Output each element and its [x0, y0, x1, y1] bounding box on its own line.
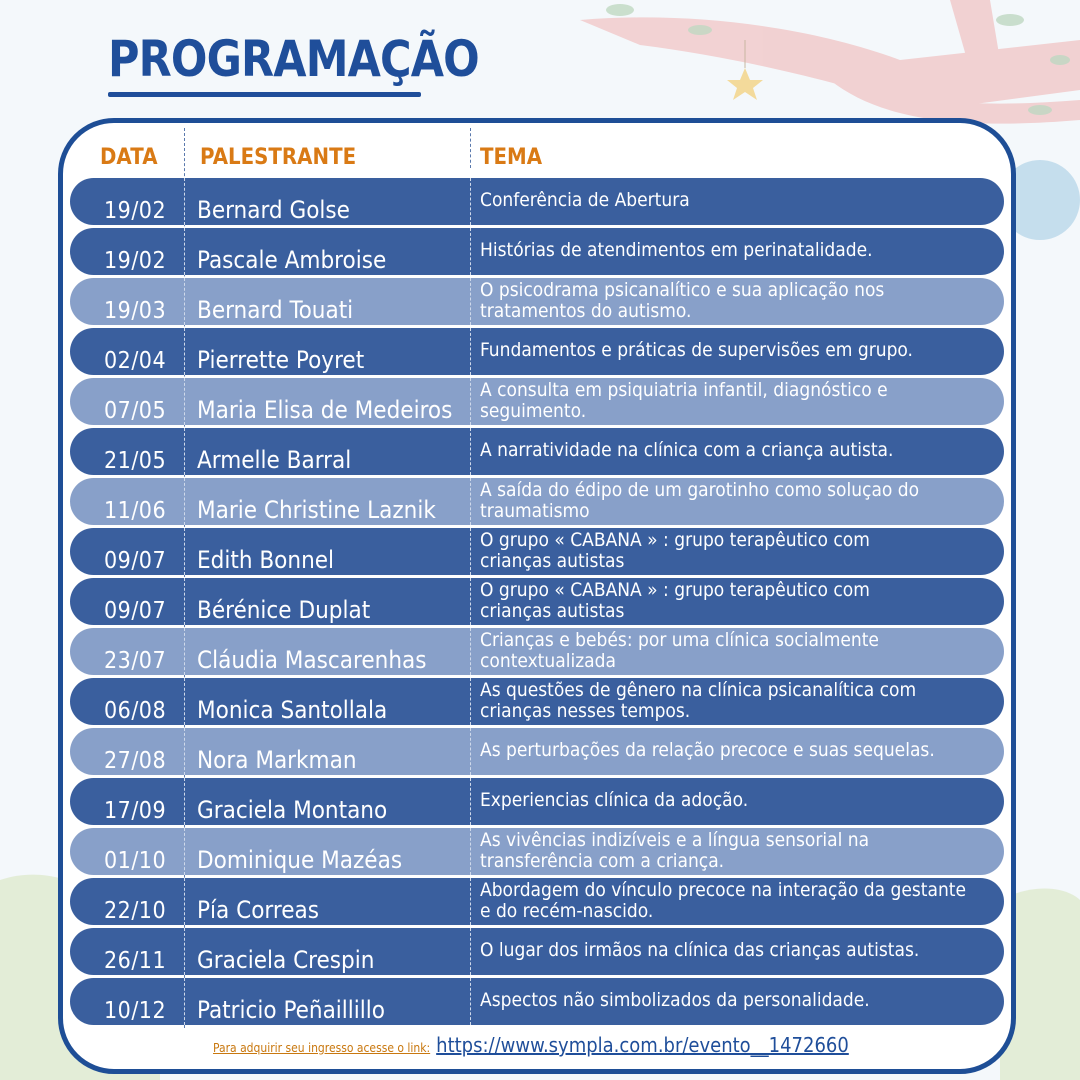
table-row	[70, 978, 1004, 1025]
row-theme-line: seguimento.	[480, 400, 587, 422]
row-divider	[470, 578, 471, 625]
row-divider	[470, 778, 471, 825]
row-speaker: Pascale Ambroise	[197, 246, 387, 274]
row-theme-line: crianças autistas	[480, 550, 625, 572]
row-speaker: Graciela Crespin	[197, 946, 375, 974]
row-theme-line: traumatismo	[480, 500, 590, 522]
row-divider	[184, 978, 185, 1025]
row-divider	[470, 228, 471, 275]
row-date: 19/02	[104, 248, 167, 274]
row-theme-line: Crianças e bebés: por uma clínica socialmente	[480, 629, 879, 651]
row-speaker: Nora Markman	[197, 746, 357, 774]
row-divider	[470, 978, 471, 1025]
row-date: 19/03	[104, 298, 167, 324]
row-divider	[184, 178, 185, 225]
row-divider	[470, 478, 471, 525]
ticket-link[interactable]: https://www.sympla.com.br/evento__1472660	[436, 1033, 849, 1057]
row-theme-line: A saída do édipo de um garotinho como soluçao do	[480, 479, 920, 501]
row-divider	[184, 278, 185, 325]
row-theme-line: Abordagem do vínculo precoce na interação da gestante	[480, 879, 967, 901]
table-row	[70, 728, 1004, 775]
table-row	[70, 628, 1004, 675]
row-divider	[470, 728, 471, 775]
row-theme-line: O grupo « CABANA » : grupo terapêutico com	[480, 579, 870, 601]
row-speaker: Bernard Golse	[197, 196, 350, 224]
table-row	[70, 228, 1004, 275]
table-row	[70, 778, 1004, 825]
row-theme-line: Conferência de Abertura	[480, 189, 690, 211]
row-divider	[184, 928, 185, 975]
row-speaker: Monica Santollala	[197, 696, 388, 724]
row-divider	[470, 278, 471, 325]
row-date: 26/11	[104, 948, 167, 974]
row-speaker: Pierrette Poyret	[197, 346, 365, 374]
row-theme-line: As vivências indizíveis e a língua sensorial na	[480, 829, 870, 851]
row-divider	[470, 378, 471, 425]
row-divider	[184, 428, 185, 475]
row-divider	[184, 378, 185, 425]
row-divider	[470, 628, 471, 675]
row-theme-line: O lugar dos irmãos na clínica das crianças autistas.	[480, 939, 920, 961]
column-header-date: DATA	[100, 145, 158, 170]
table-row	[70, 878, 1004, 925]
table-row	[70, 378, 1004, 425]
row-date: 22/10	[104, 898, 167, 924]
column-divider	[470, 128, 471, 168]
row-theme-line: crianças autistas	[480, 600, 625, 622]
row-date: 27/08	[104, 748, 167, 774]
star-icon	[727, 68, 763, 100]
row-date: 01/10	[104, 848, 167, 874]
table-row	[70, 328, 1004, 375]
row-theme-line: A narratividade na clínica com a criança autista.	[480, 439, 894, 461]
row-divider	[184, 478, 185, 525]
row-date: 02/04	[104, 348, 167, 374]
row-divider	[470, 678, 471, 725]
row-theme-line: Histórias de atendimentos em perinatalidade.	[480, 239, 873, 261]
row-theme-line: contextualizada	[480, 650, 616, 672]
column-header-theme: TEMA	[480, 145, 543, 170]
row-speaker: Maria Elisa de Medeiros	[197, 396, 453, 424]
row-divider	[184, 678, 185, 725]
row-theme-line: crianças nesses tempos.	[480, 700, 691, 722]
row-speaker: Dominique Mazéas	[197, 846, 403, 874]
row-divider	[184, 528, 185, 575]
row-speaker: Bernard Touati	[197, 296, 354, 324]
table-row	[70, 278, 1004, 325]
row-date: 10/12	[104, 998, 167, 1024]
row-divider	[470, 828, 471, 875]
row-divider	[184, 228, 185, 275]
row-divider	[470, 178, 471, 225]
row-theme-line: O psicodrama psicanalítico e sua aplicação nos	[480, 279, 885, 301]
row-theme-line: As perturbações da relação precoce e suas sequelas.	[480, 739, 935, 761]
row-speaker: Graciela Montano	[197, 796, 388, 824]
footer-label: Para adquirir seu ingresso acesse o link:	[213, 1041, 431, 1055]
row-theme-line: Fundamentos e práticas de supervisões em grupo.	[480, 339, 913, 361]
row-divider	[470, 428, 471, 475]
row-divider	[184, 578, 185, 625]
row-speaker: Edith Bonnel	[197, 546, 335, 574]
row-theme-line: As questões de gênero na clínica psicanalítica com	[480, 679, 917, 701]
row-speaker: Patricio Peñaillillo	[197, 996, 386, 1024]
row-date: 11/06	[104, 498, 167, 524]
row-date: 17/09	[104, 798, 167, 824]
table-row	[70, 928, 1004, 975]
table-row	[70, 428, 1004, 475]
row-date: 19/02	[104, 198, 167, 224]
row-divider	[184, 828, 185, 875]
row-speaker: Cláudia Mascarenhas	[197, 646, 427, 674]
row-divider	[184, 328, 185, 375]
row-speaker: Armelle Barral	[197, 446, 352, 474]
footer	[213, 1033, 849, 1063]
table-row	[70, 528, 1004, 575]
row-theme-line: A consulta em psiquiatria infantil, diagnóstico e	[480, 379, 888, 401]
row-date: 23/07	[104, 648, 167, 674]
table-row	[70, 178, 1004, 225]
table-row	[70, 478, 1004, 525]
row-speaker: Bérénice Duplat	[197, 596, 371, 624]
row-date: 21/05	[104, 448, 167, 474]
row-divider	[470, 528, 471, 575]
table-row	[70, 828, 1004, 875]
row-divider	[184, 628, 185, 675]
row-theme-line: tratamentos do autismo.	[480, 300, 692, 322]
page-title: PROGRAMAÇÃO	[108, 30, 479, 88]
row-date: 09/07	[104, 598, 167, 624]
row-divider	[184, 778, 185, 825]
row-divider	[470, 878, 471, 925]
row-theme-line: O grupo « CABANA » : grupo terapêutico com	[480, 529, 870, 551]
column-header-speaker: PALESTRANTE	[200, 145, 357, 170]
row-speaker: Pía Correas	[197, 896, 319, 924]
row-theme-line: e do recém-nascido.	[480, 900, 654, 922]
title-underline	[108, 92, 421, 97]
row-divider	[184, 728, 185, 775]
row-speaker: Marie Christine Laznik	[197, 496, 436, 524]
row-theme-line: Aspectos não simbolizados da personalidade.	[480, 989, 870, 1011]
table-row	[70, 578, 1004, 625]
row-theme-line: transferência com a criança.	[480, 850, 725, 872]
row-divider	[184, 878, 185, 925]
row-divider	[470, 328, 471, 375]
row-theme-line: Experiencias clínica da adoção.	[480, 789, 749, 811]
row-divider	[470, 928, 471, 975]
row-date: 09/07	[104, 548, 167, 574]
table-row	[70, 678, 1004, 725]
row-date: 07/05	[104, 398, 167, 424]
row-date: 06/08	[104, 698, 167, 724]
